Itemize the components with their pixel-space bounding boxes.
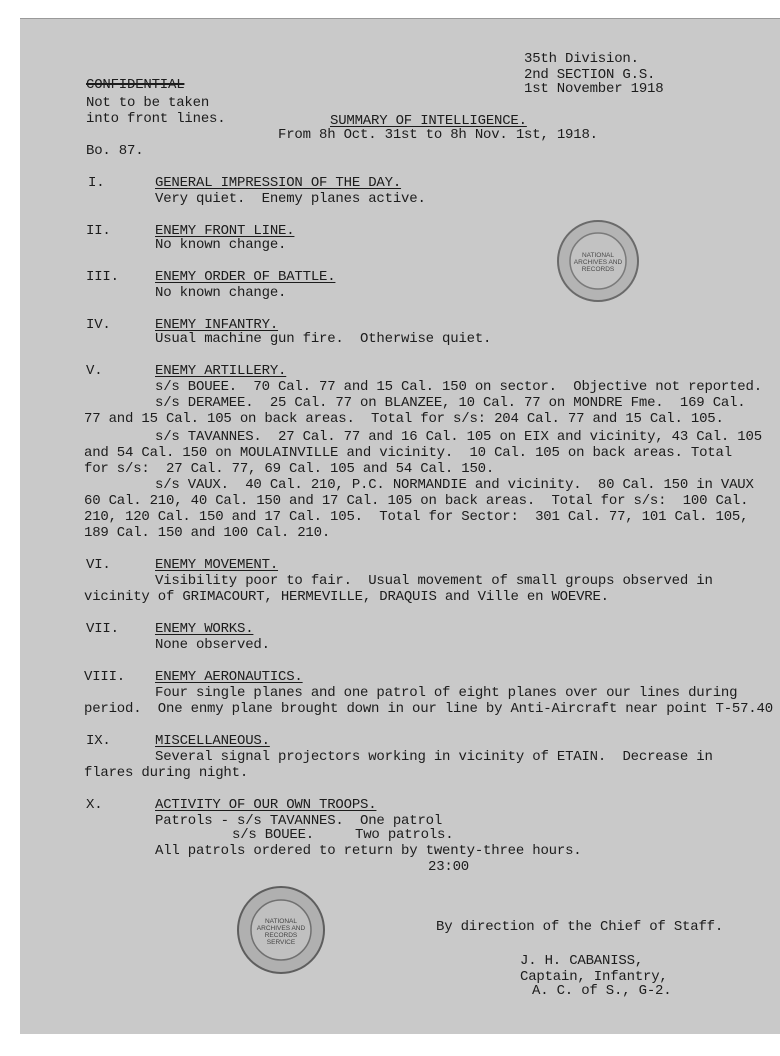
document-date: 1st November 1918 [524,81,664,97]
section-text: None observed. [155,637,270,653]
section-heading: ENEMY FRONT LINE. [155,223,295,239]
section-text: s/s BOUEE. 70 Cal. 77 and 15 Cal. 150 on sector. Objective not reported. [155,379,762,395]
section-heading: ACTIVITY OF OUR OWN TROOPS. [155,797,377,813]
section-heading: ENEMY WORKS. [155,621,254,637]
direction-line: By direction of the Chief of Staff. [436,919,724,935]
section-text: flares during night. [84,765,249,781]
signatory-title: A. C. of S., G-2. [532,983,672,999]
signatory-name: J. H. CABANISS, [520,953,644,969]
stamp-text: RECORDS [581,266,615,273]
section-text: and 54 Cal. 150 on MOULAINVILLE and vicinity. 10 Cal. 105 on back areas. Total [84,445,732,461]
section-heading: ENEMY MOVEMENT. [155,557,279,573]
period-line: From 8h Oct. 31st to 8h Nov. 1st, 1918. [278,127,598,143]
section-number: VI. [86,557,111,573]
section-number: IV. [86,317,111,333]
section-heading: MISCELLANEOUS. [155,733,270,749]
section-text: 189 Cal. 150 and 100 Cal. 210. [84,525,331,541]
stamp-text: NATIONAL [264,918,298,925]
handling-note-line2: into front lines. [86,111,226,127]
stamp-text: ARCHIVES AND [256,925,306,932]
division-label: 35th Division. [524,51,639,67]
archive-seal-icon [556,219,640,303]
section-heading: GENERAL IMPRESSION OF THE DAY. [155,175,402,191]
section-text: Several signal projectors working in vicinity of ETAIN. Decrease in [155,749,713,765]
section-text: s/s VAUX. 40 Cal. 210, P.C. NORMANDIE and vicinity. 80 Cal. 150 in VAUX [155,477,754,493]
section-number: VIII. [84,669,126,685]
section-text: s/s BOUEE. Two patrols. [232,827,454,843]
section-text: All patrols ordered to return by twenty-three hours. [155,843,582,859]
section-heading: ENEMY ARTILLERY. [155,363,287,379]
section-text: 60 Cal. 210, 40 Cal. 150 and 17 Cal. 105 on back areas. Total for s/s: 100 Cal. [84,493,749,509]
section-label: 2nd SECTION G.S. [524,67,656,83]
handwritten-correction: 23:00 [428,859,470,875]
section-number: VII. [86,621,119,637]
stamp-text: ARCHIVES AND [573,259,623,266]
section-number: III. [86,269,119,285]
section-number: II. [86,223,111,239]
report-number: Bo. 87. [86,143,144,159]
document-page [20,18,780,1034]
section-number: IX. [86,733,111,749]
section-text: Patrols - s/s TAVANNES. One patrol [155,813,443,829]
section-heading: ENEMY AERONAUTICS. [155,669,303,685]
section-text: No known change. [155,237,287,253]
section-text: Very quiet. Enemy planes active. [155,191,426,207]
stamp-text: RECORDS [264,932,298,939]
section-number: X. [86,797,103,813]
section-text: period. One enmy plane brought down in our line by Anti-Aircraft near point T-57.40 [84,701,773,717]
stamp-text: NATIONAL [581,252,615,259]
archive-seal-icon [236,885,326,975]
section-number: V. [86,363,103,379]
section-text: Four single planes and one patrol of eight planes over our lines during [155,685,738,701]
section-text: s/s DERAMEE. 25 Cal. 77 on BLANZEE, 10 Cal. 77 on MONDRE Fme. 169 Cal. [155,395,746,411]
section-heading: ENEMY ORDER OF BATTLE. [155,269,336,285]
section-text: Visibility poor to fair. Usual movement of small groups observed in [155,573,713,589]
stamp-text: SERVICE [266,939,296,946]
section-number: I. [88,175,105,191]
section-text: No known change. [155,285,287,301]
section-text: 77 and 15 Cal. 105 on back areas. Total for s/s: 204 Cal. 77 and 15 Cal. 105. [84,411,724,427]
section-text: Usual machine gun fire. Otherwise quiet. [155,331,492,347]
handling-note-line1: Not to be taken [86,95,210,111]
section-text: s/s TAVANNES. 27 Cal. 77 and 16 Cal. 105 on EIX and vicinity, 43 Cal. 105 [155,429,762,445]
section-text: 210, 120 Cal. 150 and 17 Cal. 105. Total for Sector: 301 Cal. 77, 101 Cal. 105, [84,509,749,525]
signatory-rank: Captain, Infantry, [520,969,668,985]
classification-marking: CONFIDENTIAL [86,77,185,93]
section-text: for s/s: 27 Cal. 77, 69 Cal. 105 and 54 Cal. 150. [84,461,495,477]
section-text: vicinity of GRIMACOURT, HERMEVILLE, DRAQUIS and Ville en WOEVRE. [84,589,609,605]
page-title: SUMMARY OF INTELLIGENCE. [330,113,527,129]
section-heading: ENEMY INFANTRY. [155,317,279,333]
